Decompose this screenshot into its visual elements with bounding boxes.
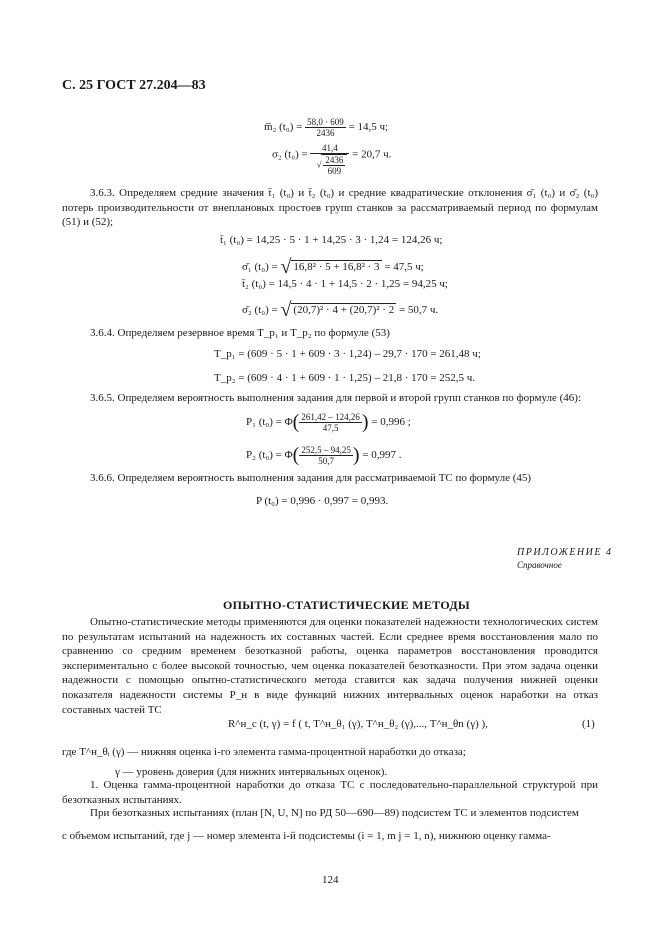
formula-sigma1: σ̄₁ (t₀) = √ 16,8² · 5 + 16,8² · 3 = 47,5 ч; xyxy=(242,256,424,278)
appendix-note: Справочное xyxy=(517,560,562,570)
paragraph-3-6-4: 3.6.4. Определяем резервное время T_р₁ и T_р₂ по формуле (53) xyxy=(90,327,390,339)
formula-t1: t̄₁ (t₀) = 14,25 · 5 · 1 + 14,25 · 3 · 1,24 = 124,26 ч; xyxy=(220,234,443,246)
item-3: с объемом испытаний, где j — номер элемента i-й подсистемы (i = 1, m j = 1, n), нижнюю оценку гамма- xyxy=(62,830,551,842)
where-line-1: где T^н_θᵢ (γ) — нижняя оценка i-го элемента гамма-процентной наработки до отказа; xyxy=(62,746,466,758)
page-header: С. 25 ГОСТ 27.204—83 xyxy=(62,78,206,93)
intro-paragraph: Опытно-статистические методы применяются для оценки показателей надежности технологических систем по результатам испытаний на надежность их составных частей. Если среднее время восстановления мало по сравнению со средним временем безотказной работы, оценка параметров восстановления проводится экспериментально с более высокой точностью, чем оценка показателей безотказности. При этом задача оценки надежности с помощью опытно-статистического метода ставится как задача получения нижней оценки показателя надежности системы P_н в виде функций нижних интервальных оценок наработки на отказ составных частей ТС xyxy=(62,616,598,716)
paragraph-3-6-3: 3.6.3. Определяем средние значения t̄₁ (t₀) и t̄₂ (t₀) и средние квадратические отклонения σ̄₁ (t₀) и σ̄₂ (t₀) потерь производительности от внеплановых простоев групп станков за рассматриваемый период по формулам (51) и (52); xyxy=(62,187,599,229)
paragraph-3-6-5: 3.6.5. Определяем вероятность выполнения задания для первой и второй групп станков по формуле (46): xyxy=(90,392,581,404)
formula-m2: m̅₂ (t₀) = $\frac{58,0 \cdot 609}{2436}$ = 14,5 ч; xyxy=(264,117,389,138)
item-1: 1. Оценка гамма-процентной наработки до отказа ТС с последовательно-параллельной структурой при безотказных испытаниях. xyxy=(62,779,598,806)
where-line-2: γ — уровень доверия (для нижних интервальных оценок). xyxy=(115,766,388,778)
equation-1-number: (1) xyxy=(582,718,595,730)
formula-sigma2-bar: σ̄₂ (t₀) = √ (20,7)² · 4 + (20,7)² · 2 = 50,7 ч. xyxy=(242,299,439,321)
formula-sigma2: σ₂ (t₀) = 41,4 √ $\frac{2436}{609}$ = 20,7 ч. xyxy=(272,143,392,176)
formula-tr2: T_р₂ = (609 · 4 · 1 + 609 · 1 · 1,25) – 21,8 · 170 = 252,5 ч. xyxy=(214,372,476,384)
equation-1: R^н_c (t, γ) = f ( t, T^н_θ₁ (γ), T^н_θ₂ (γ),..., T^н_θn (γ) ), xyxy=(228,718,488,730)
section-title: ОПЫТНО-СТАТИСТИЧЕСКИЕ МЕТОДЫ xyxy=(223,598,471,612)
appendix-label: ПРИЛОЖЕНИЕ 4 xyxy=(517,547,613,558)
formula-t2: t̄₂ (t₀) = 14,5 · 4 · 1 + 14,5 · 2 · 1,25 = 94,25 ч; xyxy=(242,278,448,290)
page-number: 124 xyxy=(322,874,339,886)
formula-p1: P₁ (t₀) = Φ( $\frac{261,42 - 124,26}{47,5}$ ) = 0,996 ; xyxy=(246,411,411,433)
formula-p2: P₂ (t₀) = Φ( $\frac{252,5 - 94,25}{50,7}$ ) = 0,997 . xyxy=(246,444,402,466)
item-2: При безотказных испытаниях (план [N, U, N] по РД 50—690—89) подсистем ТС и элементов подсистем xyxy=(90,807,579,819)
formula-tr1: T_р₁ = (609 · 5 · 1 + 609 · 3 · 1,24) – 29,7 · 170 = 261,48 ч; xyxy=(214,348,481,360)
paragraph-3-6-6: 3.6.6. Определяем вероятность выполнения задания для рассматриваемой ТС по формуле (45) xyxy=(90,472,532,484)
formula-p-total: P (t₀) = 0,996 · 0,997 = 0,993. xyxy=(256,495,389,507)
